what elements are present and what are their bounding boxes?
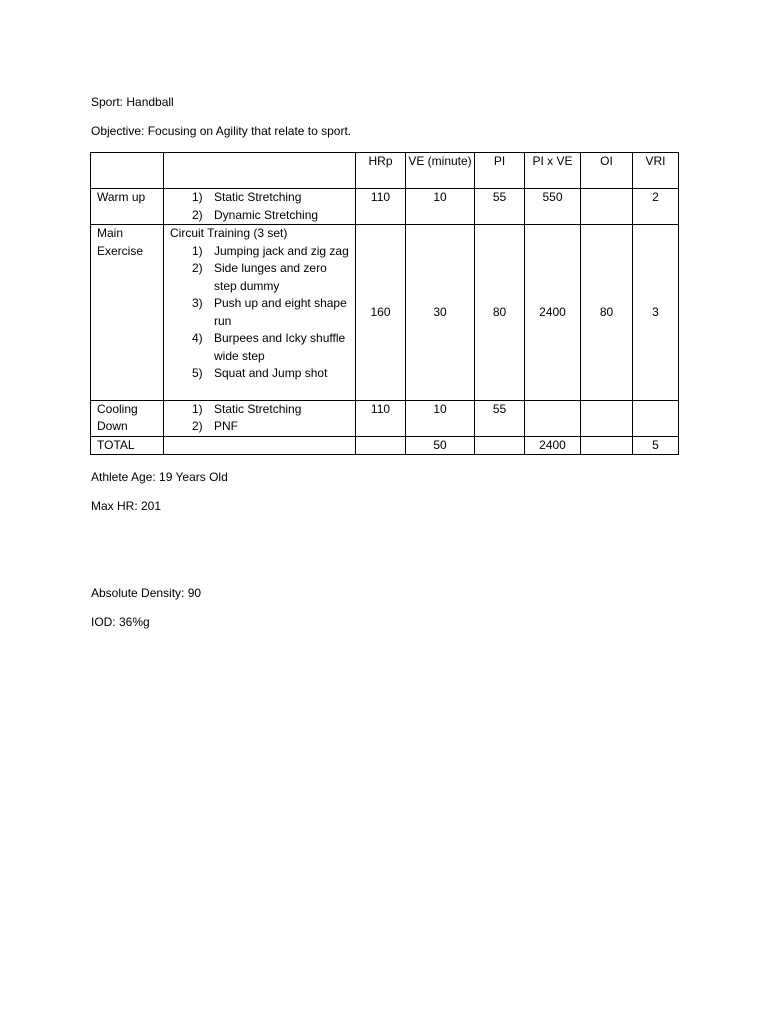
list-item (170, 260, 355, 295)
phase-label-warm-up: Warm up (91, 189, 164, 225)
cooling-down-hrp: 110 (356, 400, 406, 436)
list-item-number: 2) (192, 261, 203, 275)
total-pi (475, 436, 525, 455)
table-header-row (91, 153, 679, 189)
list-item-number: 5) (192, 366, 203, 380)
warm-up-ve: 10 (406, 189, 475, 225)
list-item (170, 418, 355, 436)
list-item (170, 330, 355, 365)
table-row-warm-up (91, 189, 679, 225)
list-item (170, 365, 355, 383)
list-item-number: 3) (192, 296, 203, 310)
iod-line: IOD: 36%g (91, 615, 150, 629)
cooling-down-oi (581, 400, 633, 436)
athlete-age-line: Athlete Age: 19 Years Old (91, 470, 228, 484)
list-item (170, 401, 355, 419)
list-item-number: 2) (192, 419, 203, 433)
total-oi (581, 436, 633, 455)
list-item-text: Burpees and Icky shuffle wide step (214, 331, 346, 363)
activity-list-cooling-down (164, 400, 356, 436)
total-label: TOTAL (91, 436, 164, 455)
absolute-density-line: Absolute Density: 90 (91, 586, 202, 600)
main-exercise-pi-x-ve: 2400 (525, 225, 581, 401)
sport-line: Sport: Handball (91, 95, 174, 109)
warm-up-hrp: 110 (356, 189, 406, 225)
list-item (170, 243, 355, 261)
cooling-down-vri (633, 400, 679, 436)
warm-up-pi-x-ve: 550 (525, 189, 581, 225)
main-exercise-oi: 80 (581, 225, 633, 401)
header-cell-ve: VE (minute) (406, 153, 475, 189)
list-item-text: PNF (214, 419, 238, 433)
main-exercise-vri: 3 (633, 225, 679, 401)
main-exercise-hrp: 160 (356, 225, 406, 401)
table-row-cooling-down (91, 400, 679, 436)
header-cell-oi: OI (581, 153, 633, 189)
total-activity (164, 436, 356, 455)
header-cell-vri: VRI (633, 153, 679, 189)
phase-label-main-exercise: Main Exercise (91, 225, 164, 401)
list-item-text: Dynamic Stretching (214, 207, 319, 222)
list-item (170, 295, 355, 330)
cooling-down-pi-x-ve (525, 400, 581, 436)
main-exercise-ve: 30 (406, 225, 475, 401)
list-item-number: 1) (192, 401, 203, 416)
list-item-number: 1) (192, 243, 203, 258)
main-exercise-pi: 80 (475, 225, 525, 401)
total-pi-x-ve: 2400 (525, 436, 581, 455)
cooling-down-pi: 55 (475, 400, 525, 436)
list-item-text: Side lunges and zero step dummy (214, 261, 327, 293)
warm-up-pi: 55 (475, 189, 525, 225)
header-cell-hrp: HRp (356, 153, 406, 189)
header-cell-activity (164, 153, 356, 189)
circuit-training-title: Circuit Training (3 set) (170, 226, 288, 240)
list-item-text: Squat and Jump shot (214, 366, 328, 380)
list-item-number: 1) (192, 190, 203, 204)
objective-line: Objective: Focusing on Agility that relate to sport. (91, 124, 352, 138)
cooling-down-ve: 10 (406, 400, 475, 436)
phase-label-cooling-down: Cooling Down (91, 400, 164, 436)
table-row-main-exercise (91, 225, 679, 401)
list-item-text: Push up and eight shape run (214, 296, 347, 328)
warm-up-vri: 2 (633, 189, 679, 225)
list-item (170, 189, 355, 207)
activity-list-warm-up (164, 189, 356, 225)
total-hrp (356, 436, 406, 455)
training-plan-table (90, 152, 679, 455)
list-item (170, 207, 355, 225)
list-item-text: Static Stretching (214, 401, 302, 416)
header-cell-pi: PI (475, 153, 525, 189)
list-item-number: 4) (192, 331, 203, 345)
list-item-text: Static Stretching (214, 190, 302, 204)
warm-up-oi (581, 189, 633, 225)
header-cell-phase (91, 153, 164, 189)
table-row-total (91, 436, 679, 455)
total-vri: 5 (633, 436, 679, 455)
header-cell-pi-x-ve: PI x VE (525, 153, 581, 189)
activity-list-main-exercise (164, 225, 356, 401)
list-item-text: Jumping jack and zig zag (214, 243, 349, 258)
total-ve: 50 (406, 436, 475, 455)
max-hr-line: Max HR: 201 (91, 499, 162, 513)
list-item-number: 2) (192, 207, 203, 222)
